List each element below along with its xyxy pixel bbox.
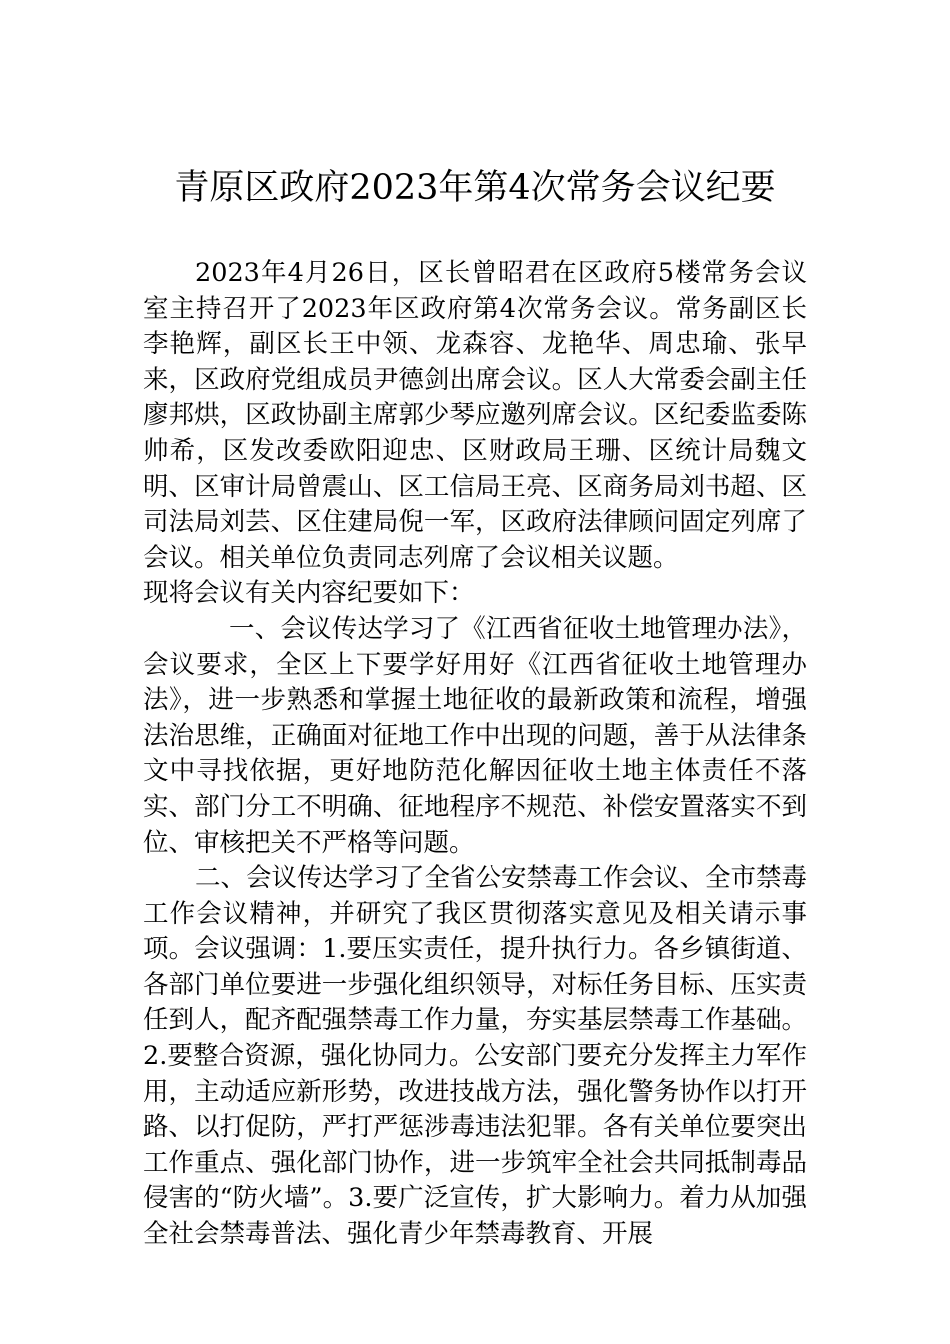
paragraph-item-one: 一、会议传达学习了《江西省征收土地管理办法》，会议要求，全区上下要学好用好《江西省征收土地管理办法》，进一步熟悉和掌握土地征收的最新政策和流程，增强法治思维，正确面对征地工作中出现的问题，善于从法律条文中寻找依据，更好地防范化解因征收土地主体责任不落实、部门分工不明确、征地程序不规范、补偿安置落实不到位、审核把关不严格等问题。 [143,613,807,858]
paragraph-attendance: 2023年4月26日，区长曾昭君在区政府5楼常务会议室主持召开了2023年区政府第4次常务会议。常务副区长李艳辉，副区长王中领、龙森容、龙艳华、周忠瑜、张早来，区政府党组成员尹德剑出席会议。区人大常委会副主任廖邦烘，区政协副主席郭少琴应邀列席会议。区纪委监委陈帅希，区发改委欧阳迎忠、区财政局王珊、区统计局魏文明、区审计局曾震山、区工信局王亮、区商务局刘书超、区司法局刘芸、区住建局倪一军，区政府法律顾问固定列席了会议。相关单位负责同志列席了会议相关议题。 [143,258,807,573]
paragraph-item-two: 二、会议传达学习了全省公安禁毒工作会议、全市禁毒工作会议精神，并研究了我区贯彻落实意见及相关请示事项。会议强调：1.要压实责任，提升执行力。各乡镇街道、各部门单位要进一步强化组织领导，对标任务目标、压实责任到人，配齐配强禁毒工作力量，夯实基层禁毒工作基础。2.要整合资源，强化协同力。公安部门要充分发挥主力军作用，主动适应新形势，改进技战方法，强化警务协作以打开路、以打促防，严打严惩涉毒违法犯罪。各有关单位要突出工作重点、强化部门协作，进一步筑牢全社会共同抵制毒品侵害的“防火墙”。3.要广泛宣传，扩大影响力。着力从加强全社会禁毒普法、强化青少年禁毒教育、开展 [143,863,808,1250]
document-body [143,256,807,1253]
document-title: 青原区政府2023年第4次常务会议纪要 [174,168,776,208]
paragraph-summary-intro: 现将会议有关内容纪要如下： [143,578,475,609]
